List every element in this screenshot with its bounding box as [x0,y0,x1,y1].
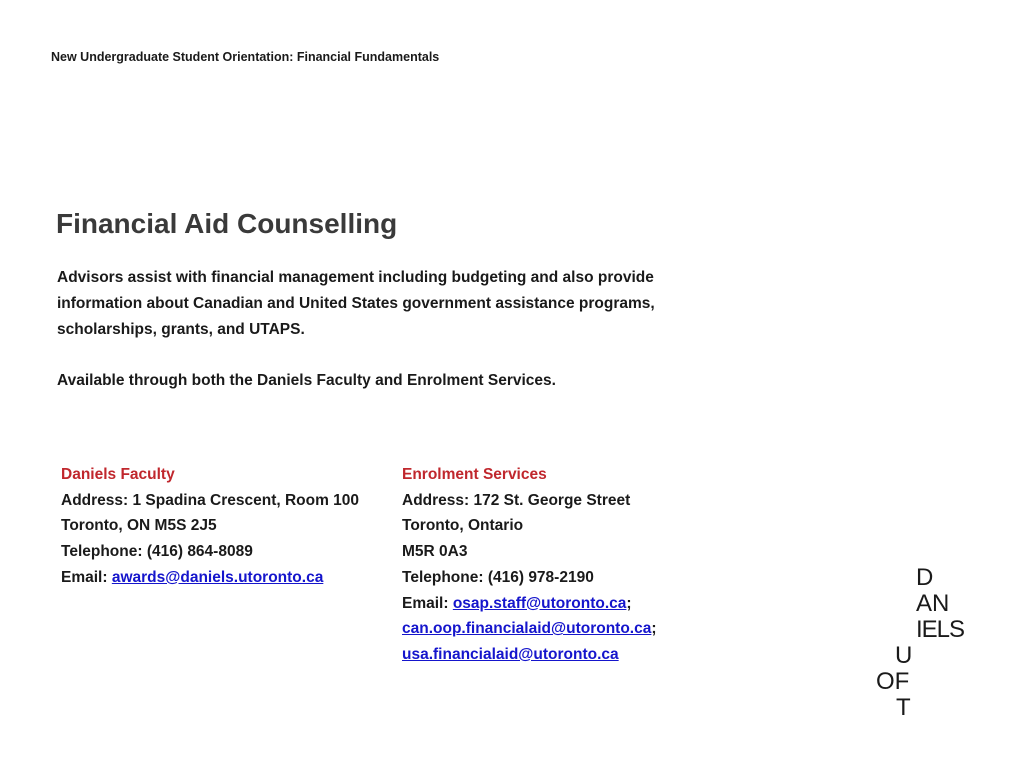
daniels-faculty-heading: Daniels Faculty [61,466,175,483]
daniels-logo [874,565,984,725]
daniels-telephone: Telephone: (416) 864-8089 [61,543,253,561]
logo-text-line: D [916,564,934,591]
enrolment-email-label: Email: [402,594,453,612]
daniels-faculty-contact [61,462,371,591]
daniels-address: Address: 1 Spadina Crescent, Room 100 [61,491,360,509]
daniels-email-label: Email: [61,568,112,586]
enrolment-telephone: Telephone: (416) 978-2190 [402,568,594,586]
email-separator: ; [626,594,632,612]
logo-text-line: OF [876,668,910,695]
daniels-city: Toronto, ON M5S 2J5 [61,517,217,535]
page-header: New Undergraduate Student Orientation: Financial Fundamentals [51,50,440,64]
availability-paragraph: Available through both the Daniels Faculty and Enrolment Services. [57,372,556,389]
enrolment-email-line-1 [402,591,732,617]
usa-email-link[interactable]: usa.financialaid@utoronto.ca [402,645,619,663]
email-separator: ; [651,620,657,638]
daniels-email-link[interactable]: awards@daniels.utoronto.ca [111,568,324,586]
enrolment-city: Toronto, Ontario [402,517,524,535]
enrolment-email-line-3 [402,642,732,668]
page-title: Financial Aid Counselling [56,208,398,239]
enrolment-services-contact [402,462,732,668]
logo-text-line: U [895,642,913,669]
enrolment-email-line-2 [402,616,732,642]
logo-text-line: IELS [916,616,965,643]
logo-text-line: T [896,694,911,721]
logo-text-line: AN [916,590,950,617]
can-oop-email-link[interactable]: can.oop.financialaid@utoronto.ca [402,620,652,638]
enrolment-postal: M5R 0A3 [402,543,468,561]
enrolment-services-heading: Enrolment Services [402,466,547,483]
osap-email-link[interactable]: osap.staff@utoronto.ca [452,594,627,612]
description-paragraph: Advisors assist with financial management including budgeting and also provide information about Canadian and United States government assistance programs, scholarships, grants, and UTAPS. [57,269,655,338]
daniels-email-line [61,565,371,591]
enrolment-address: Address: 172 St. George Street [402,491,631,509]
